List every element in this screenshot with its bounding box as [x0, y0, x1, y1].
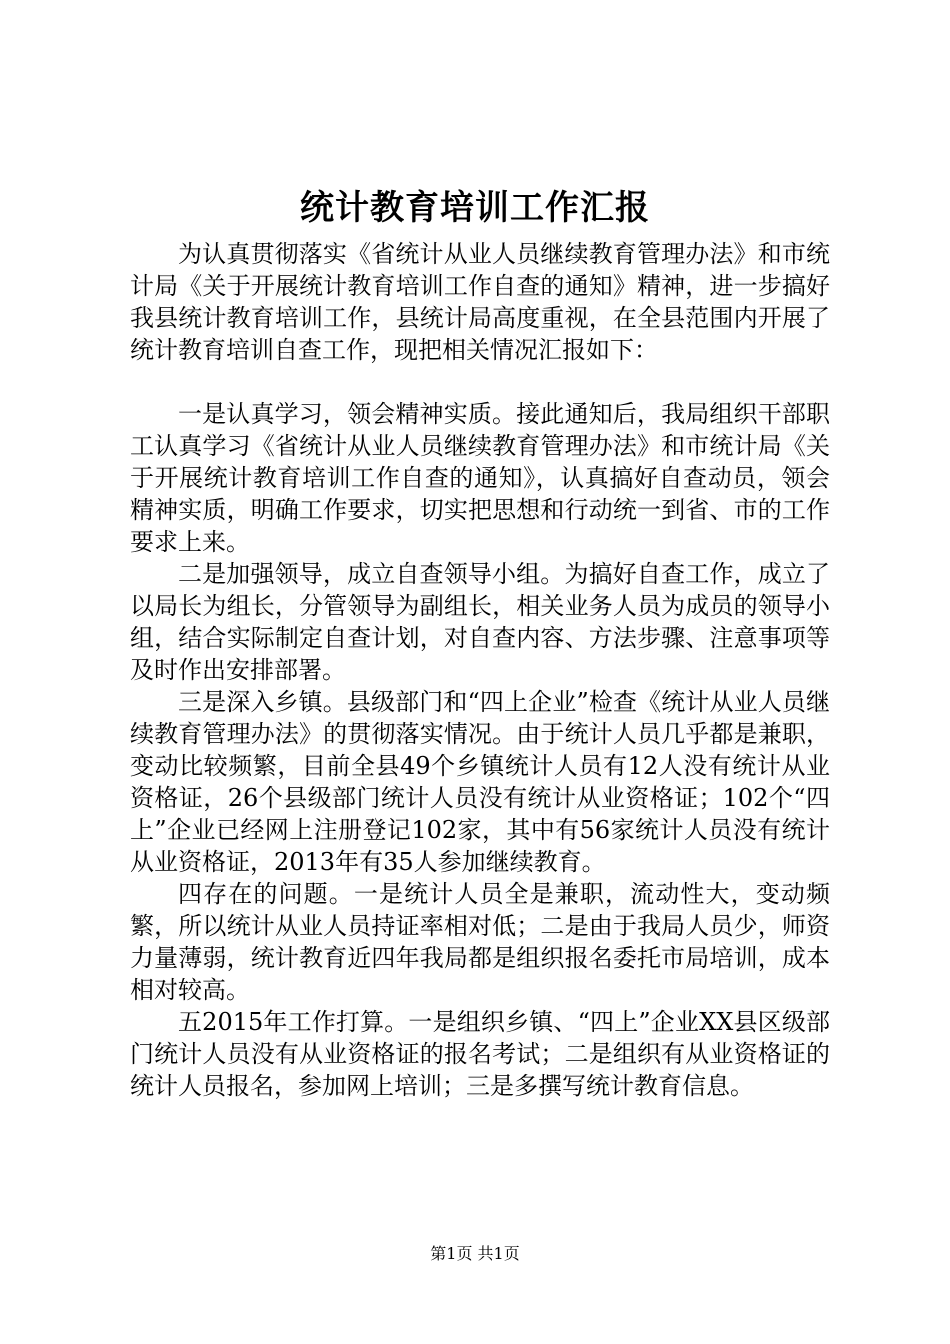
paragraph-item-5: 五2015年工作打算。一是组织乡镇、“四上”企业XX县区级部门统计人员没有从业资格证的报名考试；二是组织有从业资格证的统计人员报名，参加网上培训；三是多撰写统计教育信息。 — [130, 1008, 830, 1100]
paragraph-item-1: 一是认真学习，领会精神实质。接此通知后，我局组织干部职工认真学习《省统计从业人员继续教育管理办法》和市统计局《关于开展统计教育培训工作自查的通知》，认真搞好自查动员，领会精神实质，明确工作要求，切实把思想和行动统一到省、市的工作要求上来。 — [130, 400, 830, 556]
document-title: 统计教育培训工作汇报 — [300, 188, 650, 228]
paragraph-intro: 为认真贯彻落实《省统计从业人员继续教育管理办法》和市统计局《关于开展统计教育培训工作自查的通知》精神，进一步搞好我县统计教育培训工作，县统计局高度重视，在全县范围内开展了统计教育培训自查工作，现把相关情况汇报如下： — [130, 240, 830, 364]
document-body — [130, 238, 830, 1102]
page-footer: 第1页 共1页 — [430, 1244, 520, 1263]
paragraph-item-2: 二是加强领导，成立自查领导小组。为搞好自查工作，成立了以局长为组长，分管领导为副组长，相关业务人员为成员的领导小组，结合实际制定自查计划，对自查内容、方法步骤、注意事项等及时作出安排部署。 — [130, 560, 830, 684]
paragraph-item-4: 四存在的问题。一是统计人员全是兼职，流动性大，变动频繁，所以统计从业人员持证率相对低；二是由于我局人员少，师资力量薄弱，统计教育近四年我局都是组织报名委托市局培训，成本相对较高。 — [130, 880, 830, 1004]
paragraph-item-3: 三是深入乡镇。县级部门和“四上企业”检查《统计从业人员继续教育管理办法》的贯彻落实情况。由于统计人员几乎都是兼职，变动比较频繁，目前全县49个乡镇统计人员有12人没有统计从业资格证，26个县级部门统计人员没有统计从业资格证；102个“四上”企业已经网上注册登记102家，其中有56家统计人员没有统计从业资格证，2013年有35人参加继续教育。 — [130, 688, 830, 876]
